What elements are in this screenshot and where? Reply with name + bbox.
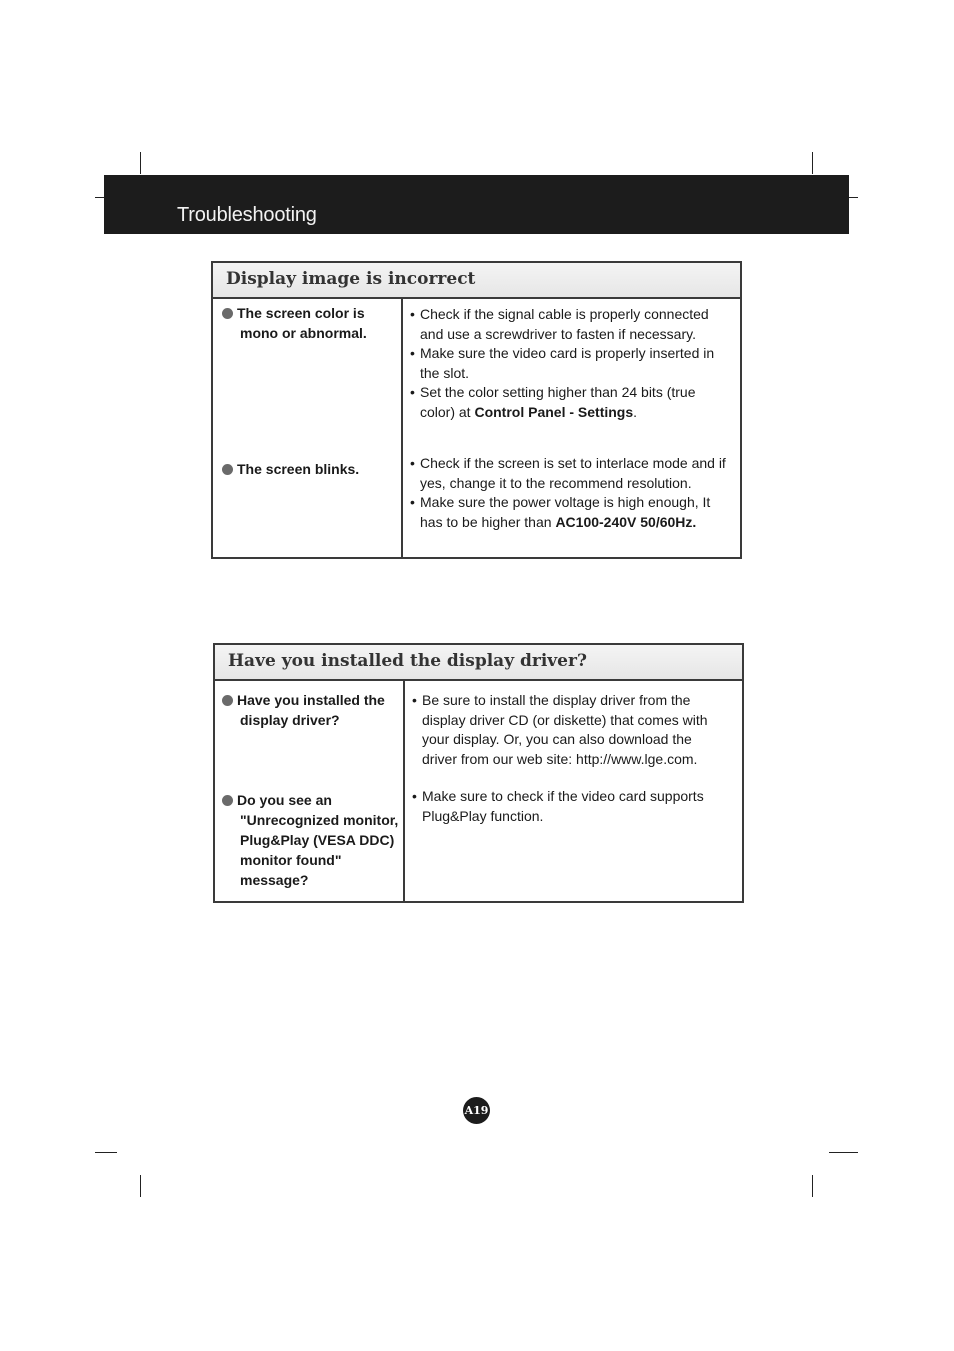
issue-text: Do you see an [237, 792, 332, 808]
bullet-dot-icon [222, 464, 233, 475]
issue-text: The screen blinks. [237, 461, 360, 477]
solution-text: Make sure the power voltage is high enough, It has to be higher than [420, 494, 711, 530]
solution-item [410, 493, 728, 532]
page-title: Troubleshooting [177, 204, 317, 226]
page-number-badge: A19 [463, 1097, 490, 1124]
crop-mark [812, 1175, 813, 1197]
panel-header [215, 645, 742, 681]
bullet-dot-icon [222, 695, 233, 706]
solution-item [410, 454, 728, 493]
issue-text: Plug&Play (VESA DDC) [240, 832, 395, 848]
crop-mark [140, 1175, 141, 1197]
solution-item [410, 383, 728, 422]
crop-mark [140, 152, 141, 174]
panel-body [215, 681, 742, 901]
issue-text: "Unrecognized monitor, [240, 812, 399, 828]
solution-text: Be sure to install the display driver from the display driver CD (or diskette) that comes with your display. Or, you can also download the driver from our web site: http://www.lge.com. [422, 692, 708, 767]
issue-text: mono or abnormal. [240, 325, 367, 341]
column-divider [401, 299, 403, 557]
solution-list [412, 691, 730, 769]
panel-display-driver [213, 643, 744, 903]
section-header [104, 175, 849, 234]
solution-list [412, 787, 730, 826]
solution-item [410, 344, 728, 383]
solution-text: Make sure the video card is properly inserted in the slot. [420, 345, 715, 381]
issue-text: The screen color is [237, 305, 365, 321]
issue-text: Have you installed the [237, 692, 385, 708]
solution-text: Check if the screen is set to interlace mode and if yes, change it to the recommend resolution. [420, 455, 726, 491]
issue-text: message? [240, 872, 309, 888]
issue-screen-color [222, 303, 367, 343]
column-divider [403, 681, 405, 901]
solution-item [412, 691, 730, 769]
crop-mark [812, 152, 813, 174]
panel-display-image-incorrect [211, 261, 742, 559]
solution-text: . [633, 403, 638, 420]
bullet-dot-icon [222, 795, 233, 806]
issue-driver-installed [222, 690, 385, 730]
solution-item [410, 305, 728, 344]
panel-title: Have you installed the display driver? [228, 651, 587, 671]
issue-text: monitor found" [240, 852, 342, 868]
solution-list [410, 305, 728, 422]
solution-item [412, 787, 730, 826]
solution-text: Set the color setting higher than 24 bits (true color) at [420, 384, 696, 420]
solution-emphasis: AC100-240V 50/60Hz. [555, 513, 697, 530]
panel-body [213, 299, 740, 557]
solution-list [410, 454, 728, 532]
solution-emphasis: Control Panel - Settings [474, 403, 634, 420]
bullet-dot-icon [222, 308, 233, 319]
panel-header [213, 263, 740, 299]
crop-mark [829, 1152, 858, 1153]
panel-title: Display image is incorrect [226, 269, 476, 289]
issue-unrecognized-monitor [222, 790, 398, 890]
issue-screen-blinks [222, 459, 359, 479]
solution-text: Make sure to check if the video card supports Plug&Play function. [422, 788, 704, 824]
solution-text: Check if the signal cable is properly connected and use a screwdriver to fasten if necessary. [420, 306, 709, 342]
crop-mark [95, 1152, 117, 1153]
issue-text: display driver? [240, 712, 340, 728]
